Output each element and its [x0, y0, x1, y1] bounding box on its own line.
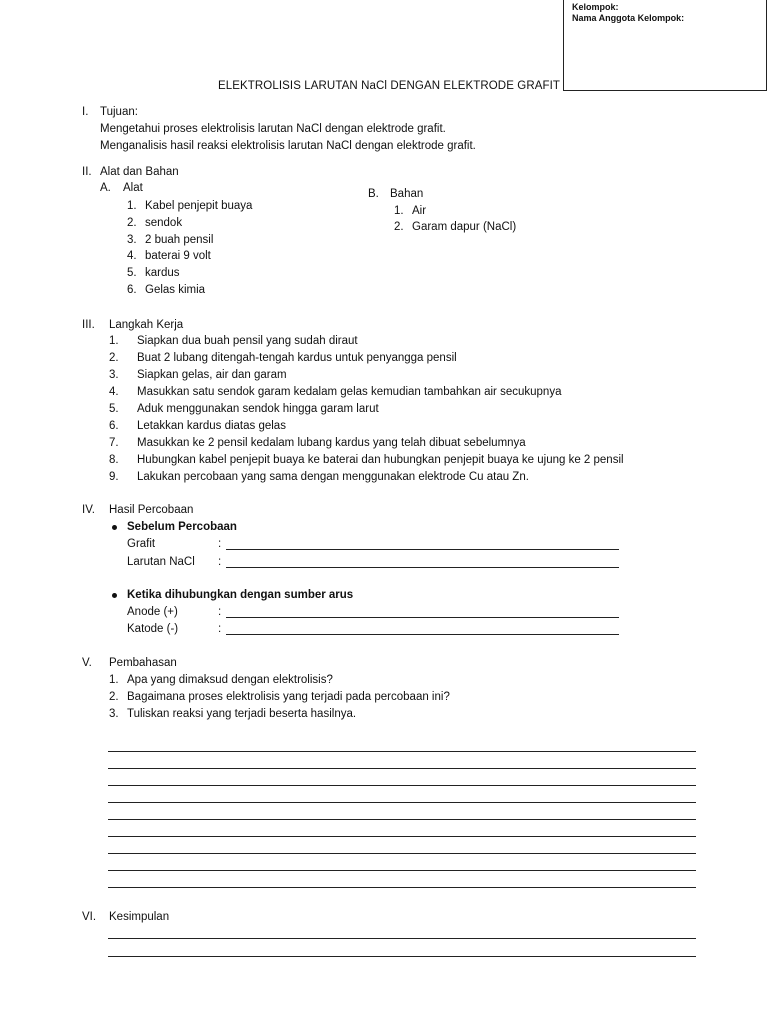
section-numeral: I. [82, 106, 89, 118]
list-item: Siapkan gelas, air dan garam [137, 369, 287, 381]
list-item: Garam dapur (NaCl) [412, 221, 517, 233]
section-numeral: II. [82, 166, 92, 178]
list-item: Siapkan dua buah pensil yang sudah diraut [137, 335, 358, 347]
list-number: 3. [109, 369, 119, 381]
result-colon: : [218, 606, 222, 618]
answer-line[interactable] [226, 567, 619, 568]
list-item: Hubungkan kabel penjepit buaya ke baterai dan hubungkan penjepit buaya ke ujung ke 2 pensil [137, 454, 624, 466]
result-label: Katode (-) [127, 623, 179, 635]
list-number: 2. [394, 221, 404, 233]
list-item: baterai 9 volt [145, 250, 211, 262]
result-colon: : [218, 556, 222, 568]
answer-line[interactable] [108, 785, 696, 786]
list-number: 7. [109, 437, 119, 449]
members-label: Nama Anggota Kelompok: [572, 13, 685, 23]
list-item: Masukkan ke 2 pensil kedalam lubang kardus yang telah dibuat sebelumnya [137, 437, 526, 449]
list-item: Bagaimana proses elektrolisis yang terjadi pada percobaan ini? [127, 691, 450, 703]
list-item: Buat 2 lubang ditengah-tengah kardus untuk penyangga pensil [137, 352, 457, 364]
bullet-icon [112, 525, 117, 530]
list-number: 3. [127, 234, 137, 246]
answer-line[interactable] [108, 802, 696, 803]
section-heading: Tujuan: [100, 106, 138, 118]
list-number: 9. [109, 471, 119, 483]
list-number: 5. [127, 267, 137, 279]
answer-line[interactable] [108, 836, 696, 837]
section-heading: Langkah Kerja [109, 319, 184, 331]
answer-line[interactable] [226, 617, 619, 618]
subsection-heading: Ketika dihubungkan dengan sumber arus [127, 589, 354, 601]
list-item: Lakukan percobaan yang sama dengan menggunakan elektrode Cu atau Zn. [137, 471, 529, 483]
answer-line[interactable] [108, 887, 696, 888]
list-item: sendok [145, 217, 183, 229]
list-item: 2 buah pensil [145, 234, 214, 246]
list-number: 6. [127, 284, 137, 296]
result-label: Anode (+) [127, 606, 178, 618]
list-item: Tuliskan reaksi yang terjadi beserta hasilnya. [127, 708, 357, 720]
page-title: ELEKTROLISIS LARUTAN NaCl DENGAN ELEKTRODE GRAFIT [217, 80, 561, 92]
group-info-box [563, 0, 767, 91]
list-number: 4. [109, 386, 119, 398]
list-item: Aduk menggunakan sendok hingga garam larut [137, 403, 379, 415]
result-colon: : [218, 538, 222, 550]
alat-heading: Alat [123, 182, 143, 194]
answer-line[interactable] [108, 938, 696, 939]
list-item: Apa yang dimaksud dengan elektrolisis? [127, 674, 333, 686]
answer-line[interactable] [226, 549, 619, 550]
section-heading: Alat dan Bahan [100, 166, 179, 178]
answer-line[interactable] [108, 819, 696, 820]
section-numeral: III. [82, 319, 95, 331]
list-number: 1. [109, 335, 119, 347]
section-numeral: V. [82, 657, 92, 669]
list-number: 5. [109, 403, 119, 415]
list-item: Masukkan satu sendok garam kedalam gelas kemudian tambahkan air secukupnya [137, 386, 562, 398]
section-heading: Pembahasan [109, 657, 177, 669]
tujuan-line: Menganalisis hasil reaksi elektrolisis larutan NaCl dengan elektrode grafit. [100, 140, 476, 152]
list-item: Letakkan kardus diatas gelas [137, 420, 286, 432]
list-item: Kabel penjepit buaya [145, 200, 253, 212]
result-label: Larutan NaCl [127, 556, 195, 568]
list-number: 1. [394, 205, 404, 217]
answer-line[interactable] [108, 768, 696, 769]
subsection-heading: Sebelum Percobaan [127, 521, 237, 533]
list-number: 3. [109, 708, 119, 720]
result-colon: : [218, 623, 222, 635]
section-heading: Hasil Percobaan [109, 504, 194, 516]
group-label: Kelompok: [572, 2, 619, 12]
answer-line[interactable] [108, 751, 696, 752]
answer-line[interactable] [108, 853, 696, 854]
list-number: 2. [109, 691, 119, 703]
result-label: Grafit [127, 538, 156, 550]
list-number: 8. [109, 454, 119, 466]
answer-line[interactable] [108, 870, 696, 871]
list-number: 1. [127, 200, 137, 212]
list-item: kardus [145, 267, 180, 279]
list-number: 4. [127, 250, 137, 262]
answer-line[interactable] [108, 956, 696, 957]
section-numeral: IV. [82, 504, 96, 516]
bahan-letter: B. [368, 188, 379, 200]
alat-letter: A. [100, 182, 111, 194]
list-item: Air [412, 205, 427, 217]
bullet-icon [112, 593, 117, 598]
tujuan-line: Mengetahui proses elektrolisis larutan NaCl dengan elektrode grafit. [100, 123, 446, 135]
answer-line[interactable] [226, 634, 619, 635]
list-number: 1. [109, 674, 119, 686]
list-number: 2. [127, 217, 137, 229]
list-number: 6. [109, 420, 119, 432]
section-numeral: VI. [82, 911, 97, 923]
list-item: Gelas kimia [145, 284, 206, 296]
section-heading: Kesimpulan [109, 911, 170, 923]
list-number: 2. [109, 352, 119, 364]
bahan-heading: Bahan [390, 188, 424, 200]
